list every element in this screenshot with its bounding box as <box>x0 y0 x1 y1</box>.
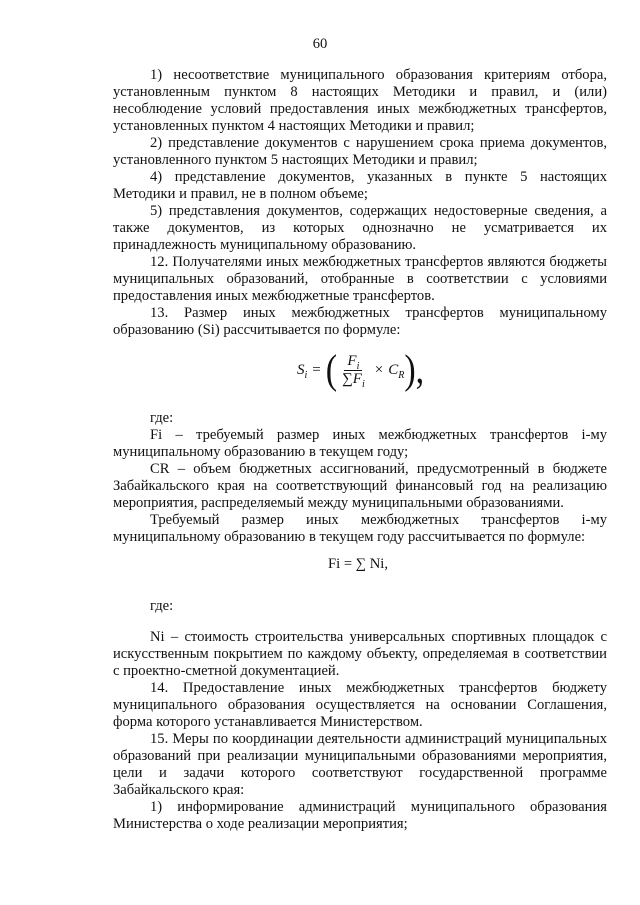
fraction-numerator: $F_i$ <box>344 353 362 371</box>
paragraph: 12. Получателями иных межбюджетных трансфертов являются бюджеты муниципальных образований, отобранные в соответствии с условиями предоставления иных межбюджетные трансфертов. <box>113 254 607 304</box>
fraction-denominator: $\sum F_i$ <box>342 371 365 390</box>
paragraph: 13. Размер иных межбюджетных трансфертов муниципальному образованию (Si) рассчитывается по формуле: <box>113 305 607 338</box>
paragraph: 1) информирование администраций муниципального образования Министерства о ходе реализации мероприятия; <box>113 799 607 832</box>
formula-lhs: $S_i$ <box>297 362 308 381</box>
formula-fraction <box>339 353 368 388</box>
paragraph: Требуемый размер иных межбюджетных трансфертов i-му муниципальному образованию в текущем году рассчитывается по формуле: <box>113 512 607 545</box>
formula-times: × <box>374 362 384 378</box>
formula-open-paren: ( <box>325 347 338 393</box>
paragraph: 1) несоответствие муниципального образования критериям отбора, установленным пунктом 8 настоящих Методики и правил, и (или) несоблюдение условий предоставления иных межбюджетных трансфертов, установленных пунктом 4 настоящих Методики и правил; <box>113 67 607 134</box>
formula-close-paren: ), <box>404 347 425 393</box>
where-label: где: <box>150 410 174 426</box>
paragraph: 15. Меры по координации деятельности администраций муниципальных образований при реализации муниципальными образованиями мероприятия, цели и задачи которого соответствуют государственной программе Забайкальского края: <box>113 731 607 798</box>
where-label: где: <box>150 598 174 614</box>
page-number: 60 <box>312 36 328 52</box>
formula-fi-text: Fi = ∑ Ni, <box>328 556 388 572</box>
paragraph: 14. Предоставление иных межбюджетных трансфертов бюджету муниципального образования осуществляется на основании Соглашения, форма которого устанавливается Министерством. <box>113 680 607 730</box>
definition: CR – объем бюджетных ассигнований, предусмотренный в бюджете Забайкальского края на соответствующий финансовый год на реализацию мероприятия, распределяемый между муниципальными образованиями. <box>113 461 607 511</box>
document-body <box>113 67 607 833</box>
formula-fi <box>113 546 607 598</box>
paragraph: 5) представления документов, содержащих недостоверные сведения, а также документов, из которых однозначно не усматривается их принадлежность муниципальному образованию. <box>113 203 607 253</box>
definition: Fi – требуемый размер иных межбюджетных трансфертов i-му муниципальному образованию в текущем году; <box>113 427 607 460</box>
formula-si <box>113 339 607 410</box>
spacer <box>113 615 607 629</box>
formula-cr: $C_R$ <box>388 362 405 381</box>
formula-equals: = <box>312 362 321 378</box>
paragraph: 2) представление документов с нарушением срока приема документов, установленного пунктом 5 настоящих Методики и правил; <box>113 135 607 168</box>
definition: Ni – стоимость строительства универсальных спортивных площадок с искусственным покрытием по каждому объекту, определяемая в соответствии с проектно-сметной документацией. <box>113 629 607 679</box>
paragraph: 4) представление документов, указанных в пункте 5 настоящих Методики и правил, не в полном объеме; <box>113 169 607 202</box>
